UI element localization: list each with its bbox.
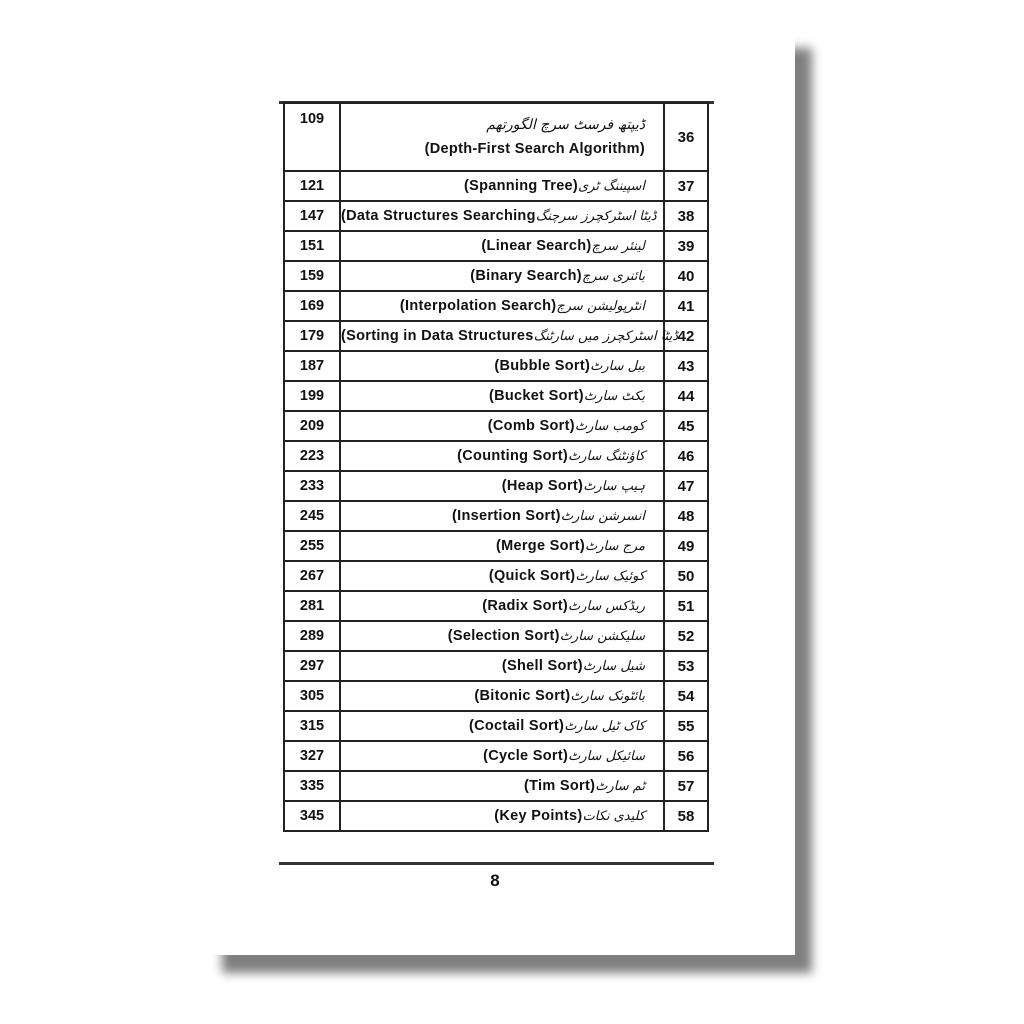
title-cell: [340, 681, 664, 711]
chapter-number-cell: 57: [664, 771, 708, 801]
english-title: (Bucket Sort): [488, 387, 584, 404]
chapter-number-cell: 50: [664, 561, 708, 591]
english-title: (Shell Sort): [501, 657, 583, 674]
table-row: [284, 321, 708, 351]
english-title: (Tim Sort): [524, 777, 596, 794]
page-cell: 121: [284, 171, 340, 201]
urdu-title: سائیکل سارٹ: [568, 748, 645, 764]
english-title: (Binary Search): [470, 267, 582, 284]
page-cell: 151: [284, 231, 340, 261]
title-cell: [340, 501, 664, 531]
title-cell: [340, 711, 664, 741]
title-cell: [340, 471, 664, 501]
page-cell: 335: [284, 771, 340, 801]
urdu-title: ببل سارٹ: [590, 358, 645, 374]
table-row: [284, 651, 708, 681]
english-title: (Counting Sort): [457, 447, 568, 464]
table-of-contents: [283, 102, 709, 832]
page-cell: 297: [284, 651, 340, 681]
chapter-number-cell: 37: [664, 171, 708, 201]
page-cell: 305: [284, 681, 340, 711]
title-cell: [340, 441, 664, 471]
table-bottom-rule: [279, 862, 714, 865]
english-title: (Linear Search): [481, 237, 592, 254]
table-row: [284, 681, 708, 711]
urdu-title: انٹرپولیشن سرچ: [556, 298, 645, 314]
page-number: 8: [490, 871, 500, 890]
urdu-title: بائٹونک سارٹ: [570, 688, 645, 704]
table-row: [284, 291, 708, 321]
page-cell: 159: [284, 261, 340, 291]
table-row: [284, 591, 708, 621]
title-cell: [340, 531, 664, 561]
chapter-number-cell: 55: [664, 711, 708, 741]
urdu-title: ہیپ سارٹ: [583, 478, 645, 494]
english-title: (Spanning Tree): [463, 177, 579, 194]
english-title: (Key Points): [494, 807, 583, 824]
table-row: [284, 231, 708, 261]
urdu-title: کاک ٹیل سارٹ: [564, 718, 645, 734]
page-cell: 109: [284, 103, 340, 171]
english-title: (Coctail Sort): [468, 717, 565, 734]
english-title: (Selection Sort): [447, 627, 560, 644]
page-cell: 199: [284, 381, 340, 411]
urdu-title: شیل سارٹ: [582, 658, 645, 674]
title-cell: [340, 591, 664, 621]
table-row: [284, 471, 708, 501]
urdu-title: ٹم سارٹ: [595, 778, 645, 794]
urdu-title: ریڈکس سارٹ: [568, 598, 645, 614]
urdu-title: کلیدی نکات: [582, 808, 645, 824]
table-row: [284, 103, 708, 171]
chapter-number-cell: 39: [664, 231, 708, 261]
page-cell: 245: [284, 501, 340, 531]
table-row: [284, 741, 708, 771]
chapter-number-cell: 45: [664, 411, 708, 441]
table-row: [284, 801, 708, 831]
urdu-title: ڈیٹا اسٹرکچرز سرچنگ: [535, 208, 657, 224]
chapter-number-cell: 38: [664, 201, 708, 231]
table-row: [284, 261, 708, 291]
chapter-number-cell: 48: [664, 501, 708, 531]
page-cell: 169: [284, 291, 340, 321]
page-cell: 315: [284, 711, 340, 741]
chapter-number-cell: 36: [664, 103, 708, 171]
urdu-title: بکٹ سارٹ: [583, 388, 645, 404]
urdu-title: انسرشن سارٹ: [560, 508, 645, 524]
title-cell: [340, 801, 664, 831]
title-cell: [340, 741, 664, 771]
page-cell: 179: [284, 321, 340, 351]
urdu-title: کاؤنٹنگ سارٹ: [567, 448, 645, 464]
page-cell: 267: [284, 561, 340, 591]
table-row: [284, 381, 708, 411]
title-cell: [340, 351, 664, 381]
chapter-number-cell: 54: [664, 681, 708, 711]
title-cell: [340, 381, 664, 411]
title-cell: [340, 621, 664, 651]
page-cell: 345: [284, 801, 340, 831]
page-cell: 281: [284, 591, 340, 621]
page-cell: 209: [284, 411, 340, 441]
table-row: [284, 501, 708, 531]
chapter-number-cell: 43: [664, 351, 708, 381]
table-row: [284, 171, 708, 201]
chapter-number-cell: 44: [664, 381, 708, 411]
english-title: (Quick Sort): [488, 567, 576, 584]
table-row: [284, 201, 708, 231]
title-cell: [340, 411, 664, 441]
page-cell: 187: [284, 351, 340, 381]
urdu-title: لینئر سرچ: [591, 238, 645, 254]
page-cell: 289: [284, 621, 340, 651]
urdu-title: کومب سارٹ: [574, 418, 645, 434]
urdu-title: ڈیٹا اسٹرکچرز میں سارٹنگ: [533, 328, 679, 344]
urdu-title: ڈیپتھ فرسٹ سرچ الگورتھم: [486, 116, 645, 133]
english-title: (Interpolation Search): [399, 297, 557, 314]
english-title: (Heap Sort): [501, 477, 584, 494]
urdu-title: بائنری سرچ: [581, 268, 645, 284]
title-cell: [340, 171, 664, 201]
page-cell: 327: [284, 741, 340, 771]
table-row: [284, 711, 708, 741]
title-cell: [340, 291, 664, 321]
english-title: (Bubble Sort): [494, 357, 591, 374]
english-title: (Bitonic Sort): [474, 687, 571, 704]
chapter-number-cell: 47: [664, 471, 708, 501]
english-title: (Depth-First Search Algorithm): [424, 140, 645, 157]
title-cell: [340, 651, 664, 681]
title-cell: [340, 771, 664, 801]
english-title: (Sorting in Data Structures: [341, 327, 534, 344]
table-row: [284, 561, 708, 591]
title-cell: [340, 321, 679, 351]
chapter-number-cell: 49: [664, 531, 708, 561]
urdu-title: اسپیننگ ٹری: [578, 178, 645, 194]
title-cell: [340, 103, 664, 171]
english-title: (Radix Sort): [482, 597, 569, 614]
title-cell: [340, 201, 664, 231]
chapter-number-cell: 40: [664, 261, 708, 291]
page-cell: 233: [284, 471, 340, 501]
table-row: [284, 411, 708, 441]
table-row: [284, 621, 708, 651]
english-title: (Data Structures Searching: [341, 207, 536, 224]
page-cell: 223: [284, 441, 340, 471]
english-title: (Merge Sort): [495, 537, 585, 554]
title-cell: [340, 261, 664, 291]
chapter-number-cell: 58: [664, 801, 708, 831]
table-row: [284, 351, 708, 381]
urdu-title: مرج سارٹ: [584, 538, 645, 554]
table-row: [284, 531, 708, 561]
chapter-number-cell: 41: [664, 291, 708, 321]
urdu-title: سلیکشن سارٹ: [559, 628, 645, 644]
chapter-number-cell: 46: [664, 441, 708, 471]
urdu-title: کوئیک سارٹ: [575, 568, 645, 584]
chapter-number-cell: 56: [664, 741, 708, 771]
page-cell: 255: [284, 531, 340, 561]
title-cell: [340, 231, 664, 261]
page-cell: 147: [284, 201, 340, 231]
english-title: (Insertion Sort): [451, 507, 561, 524]
chapter-number-cell: 53: [664, 651, 708, 681]
table-row: [284, 441, 708, 471]
english-title: (Cycle Sort): [483, 747, 569, 764]
english-title: (Comb Sort): [487, 417, 575, 434]
chapter-number-cell: 52: [664, 621, 708, 651]
chapter-number-cell: 51: [664, 591, 708, 621]
chapter-number-cell: 42: [664, 321, 708, 351]
title-cell: [340, 561, 664, 591]
table-row: [284, 771, 708, 801]
